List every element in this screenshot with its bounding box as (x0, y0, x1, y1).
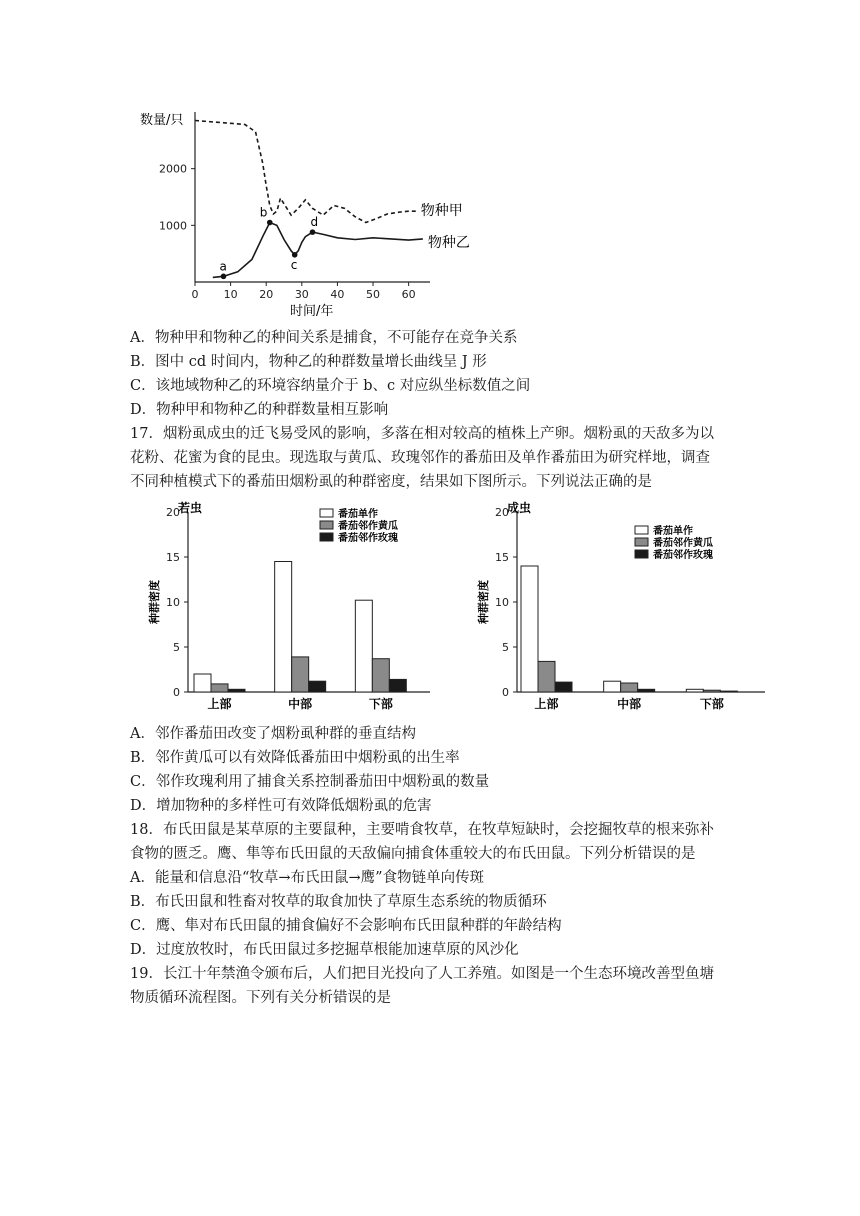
bar-中部-番茄单作 (604, 681, 621, 692)
population-line-chart (120, 100, 470, 325)
q17-option-c: C．邻作玫瑰利用了捕食关系控制番茄田中烟粉虱的数量 (130, 774, 490, 790)
q18-stem-line-2: 食物的匮乏。鹰、隼等布氏田鼠的天敌偏向捕食体重较大的布氏田鼠。下列分析错误的是 (130, 846, 696, 862)
chart-title: 若虫 (178, 501, 203, 515)
bar-上部-番茄邻作玫瑰 (228, 689, 245, 692)
q18-stem-line-1: 18．布氏田鼠是某草原的主要鼠种，主要啃食牧草，在牧草短缺时，会挖掘牧草的根来弥补 (130, 822, 714, 838)
chart-title: 成虫 (507, 501, 532, 515)
y-axis-label: 种群密度 (477, 580, 490, 624)
q17-option-b: B．邻作黄瓜可以有效降低番茄田中烟粉虱的出生率 (130, 750, 460, 766)
series-label-1: 物种甲 (420, 203, 463, 220)
bar-下部-番茄邻作黄瓜 (372, 659, 389, 692)
point-label-a: a (219, 259, 227, 274)
point-label-d: d (310, 215, 319, 230)
legend-swatch (320, 521, 333, 529)
bar-下部-番茄邻作玫瑰 (720, 691, 737, 692)
bar-下部-番茄单作 (686, 689, 703, 692)
point-label-b: b (259, 205, 268, 220)
legend-label: 番茄邻作玫瑰 (653, 550, 713, 561)
bar-中部-番茄邻作玫瑰 (309, 681, 326, 692)
legend-label: 番茄邻作玫瑰 (338, 533, 398, 544)
x-tick-label: 50 (366, 288, 381, 301)
legend-swatch (635, 550, 648, 558)
q16-option-b: B．图中 cd 时间内，物种乙的种群数量增长曲线呈 J 形 (130, 354, 487, 370)
x-tick-label: 0 (191, 288, 199, 301)
category-label: 上部 (534, 697, 559, 711)
bar-下部-番茄邻作黄瓜 (703, 690, 720, 692)
x-tick-label: 40 (330, 288, 345, 301)
q19-stem-line-2: 物质循环流程图。下列有关分析错误的是 (130, 990, 391, 1006)
y-tick-label: 10 (495, 596, 509, 609)
y-tick-label: 2000 (159, 162, 187, 176)
y-tick-label: 1000 (159, 219, 187, 233)
y-tick-label: 5 (502, 641, 509, 654)
q17-stem-line-3: 不同种植模式下的番茄田烟粉虱的种群密度，结果如下图所示。下列说法正确的是 (130, 474, 652, 490)
legend-swatch (635, 538, 648, 546)
y-tick-label: 20 (166, 506, 180, 519)
q18-option-c: C．鹰、隼对布氏田鼠的捕食偏好不会影响布氏田鼠种群的年龄结构 (130, 918, 562, 934)
point-d (310, 229, 316, 235)
q16-option-d: D．物种甲和物种乙的种群数量相互影响 (130, 402, 389, 418)
point-b (267, 220, 273, 226)
q16-option-c: C．该地域物种乙的环境容纳量介于 b、c 对应纵坐标数值之间 (130, 378, 531, 394)
q17-stem-line-1: 17．烟粉虱成虫的迁飞易受风的影响，多落在相对较高的植株上产卵。烟粉虱的天敌多为以 (130, 426, 714, 442)
category-label: 下部 (699, 697, 724, 711)
legend-swatch (320, 509, 333, 517)
nymph-bar-chart (140, 496, 440, 721)
category-label: 中部 (617, 697, 642, 711)
q16-option-a: A．物种甲和物种乙的种间关系是捕食，不可能存在竞争关系 (130, 330, 518, 346)
category-label: 上部 (207, 697, 232, 711)
x-tick-label: 60 (401, 288, 416, 301)
legend-swatch (320, 533, 333, 541)
point-a (221, 274, 227, 280)
bar-上部-番茄邻作黄瓜 (538, 661, 555, 692)
bar-上部-番茄邻作黄瓜 (211, 684, 228, 692)
point-c (292, 252, 298, 258)
bar-上部-番茄单作 (521, 566, 538, 692)
bar-中部-番茄单作 (275, 562, 292, 693)
y-tick-label: 20 (495, 506, 509, 519)
point-label-c: c (290, 257, 298, 272)
q18-option-b: B．布氏田鼠和牲畜对牧草的取食加快了草原生态系统的物质循环 (130, 894, 547, 910)
x-tick-label: 10 (223, 288, 238, 301)
y-tick-label: 10 (166, 596, 180, 609)
bar-中部-番茄邻作黄瓜 (292, 657, 309, 692)
series-label-2: 物种乙 (427, 234, 470, 251)
q19-stem-line-1: 19．长江十年禁渔令颁布后，人们把目光投向了人工养殖。如图是一个生态环境改善型鱼塘 (130, 966, 714, 982)
legend-swatch (635, 526, 648, 534)
adult-bar-chart (465, 496, 775, 721)
q17-option-d: D．增加物种的多样性可有效降低烟粉虱的危害 (130, 798, 432, 814)
legend-label: 番茄邻作黄瓜 (653, 538, 713, 549)
q18-option-a: A．能量和信息沿“牧草→布氏田鼠→鹰”食物链单向传斑 (130, 870, 485, 886)
x-tick-label: 20 (259, 288, 274, 301)
x-tick-label: 30 (294, 288, 309, 301)
series-line-2 (213, 223, 423, 278)
y-tick-label: 0 (502, 686, 509, 699)
bar-下部-番茄邻作玫瑰 (389, 679, 406, 692)
y-tick-label: 0 (173, 686, 180, 699)
x-axis-label: 时间/年 (290, 304, 334, 319)
y-axis-label: 种群密度 (148, 580, 161, 624)
y-tick-label: 15 (495, 551, 509, 564)
legend-label: 番茄单作 (338, 509, 378, 520)
series-line-1 (195, 121, 416, 223)
bar-上部-番茄邻作玫瑰 (555, 682, 572, 692)
y-axis-label: 数量/只 (140, 113, 184, 128)
q18-option-d: D．过度放牧时，布氏田鼠过多挖掘草根能加速草原的风沙化 (130, 942, 519, 958)
legend-label: 番茄单作 (653, 526, 693, 537)
bar-中部-番茄邻作黄瓜 (621, 683, 638, 692)
q17-stem-line-2: 花粉、花蜜为食的昆虫。现选取与黄瓜、玫瑰邻作的番茄田及单作番茄田为研究样地，调查 (130, 450, 710, 466)
y-tick-label: 5 (173, 641, 180, 654)
bar-上部-番茄单作 (194, 674, 211, 692)
bar-中部-番茄邻作玫瑰 (638, 689, 655, 692)
legend-label: 番茄邻作黄瓜 (338, 521, 398, 532)
bar-下部-番茄单作 (355, 600, 372, 692)
category-label: 下部 (368, 697, 393, 711)
y-tick-label: 15 (166, 551, 180, 564)
category-label: 中部 (288, 697, 313, 711)
q17-option-a: A．邻作番茄田改变了烟粉虱种群的垂直结构 (130, 726, 416, 742)
